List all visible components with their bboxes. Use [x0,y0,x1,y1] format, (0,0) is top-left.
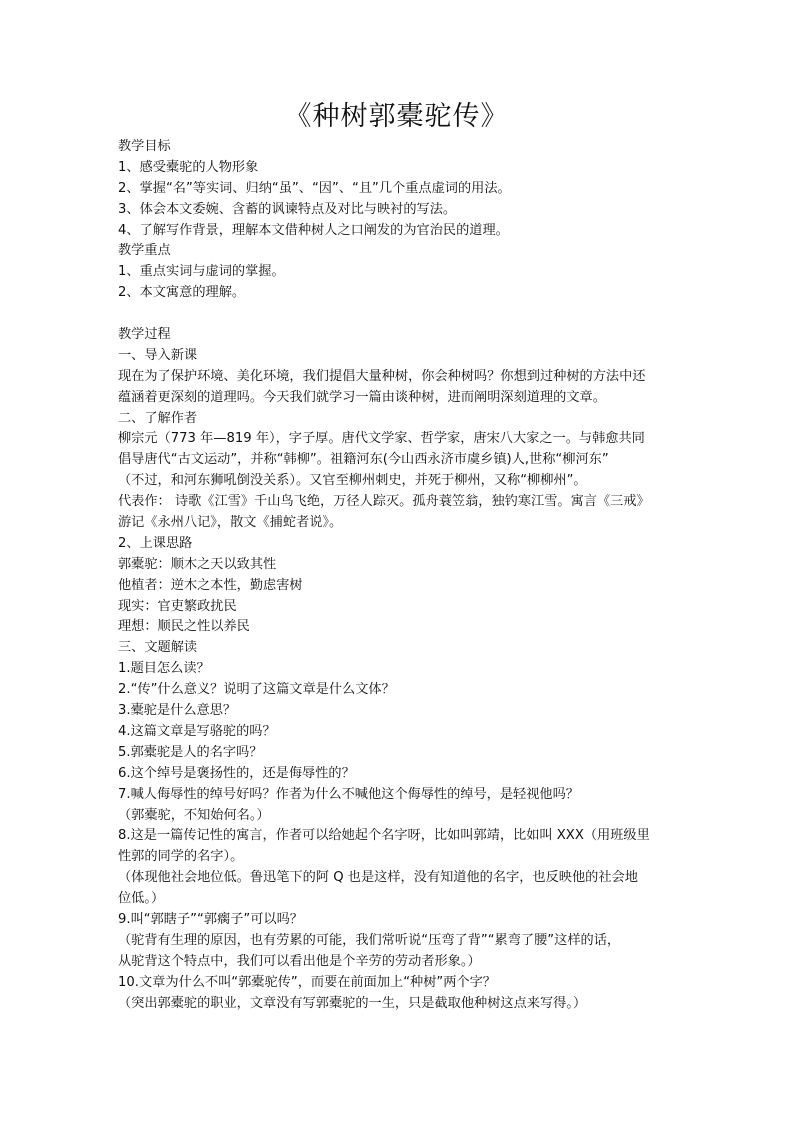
text-line: 理想：顺民之性以养民 [118,619,250,635]
text-line: 1、感受橐驼的人物形象 [118,159,259,175]
text-line: 6.这个绰号是褒扬性的，还是侮辱性的？ [118,765,355,781]
text-line: 7.喊人侮辱性的绰号好吗？作者为什么不喊他这个侮辱性的绰号，是轻视他吗？ [118,786,579,802]
text-line: 5.郭橐驼是人的名字吗？ [118,744,263,760]
text-line: 1.题目怎么读？ [118,661,210,677]
text-line: 1、重点实词与虚词的掌握。 [118,264,285,280]
text-line: 性郭的同学的名字）。 [118,849,244,865]
text-line: 他植者：逆木之本性，勤虑害树 [118,577,303,593]
text-line: 教学过程 [118,327,171,343]
text-line: 现在为了保护环境、美化环境，我们提倡大量种树，你会种树吗？你想到过种树的方法中还 [118,368,646,384]
text-line: 4.这篇文章是写骆驼的吗？ [118,723,276,739]
text-line: （突出郭橐驼的职业，文章没有写郭橐驼的一生，只是截取他种树这点来写得。） [118,995,587,1011]
text-line: 3.橐驼是什么意思？ [118,703,237,719]
blank-line [118,304,680,325]
text-line: 三、文题解读 [118,640,198,656]
text-line: 10.文章为什么不叫“郭橐驼传”，而要在前面加上“种树”两个字？ [118,974,496,990]
text-line: 2、掌握“名”等实词、归纳“虽”、“因”、“且”几个重点虚词的用法。 [118,180,511,196]
text-line: （郭橐驼，不知始何名。） [118,807,270,823]
text-line: 从驼背这个特点中，我们可以看出他是个辛劳的劳动者形象。） [118,953,481,969]
text-line: 3、体会本文委婉、含蓄的讽谏特点及对比与映衬的写法。 [118,201,457,217]
text-line: 游记《永州八记》，散文《捕蛇者说》。 [118,515,343,531]
text-line: （不过，和河东狮吼倒没关系）。又官至柳州刺史，并死于柳州，又称“柳柳州”。 [118,473,587,489]
document-body [118,137,680,1014]
text-line: （体现他社会地位低。鲁迅笔下的阿 Q 也是这样，没有知道他的名字，也反映他的社会地 [118,870,638,886]
text-line: 倡导唐代“古文运动”，并称“韩柳”。祖籍河东(今山西永济市虞乡镇)人,世称“柳河东” [118,452,609,468]
text-line: 郭橐驼：顺木之天以致其性 [118,556,277,572]
text-line: 代表作： 诗歌《江雪》千山鸟飞绝，万径人踪灭。孤舟蓑笠翁，独钓寒江雪。寓言《三戒》 [118,494,650,510]
text-line: 8.这是一篇传记性的寓言，作者可以给她起个名字呀，比如叫郭靖，比如叫 XXX（用班级里 [118,828,650,844]
text-line: 一、导入新课 [118,347,198,363]
text-line: 9.叫“郭瞎子”“郭瘸子”可以吗？ [118,911,303,927]
text-line: 4、了解写作背景，理解本文借种树人之口阐发的为官治民的道理。 [118,222,509,238]
text-line: 教学重点 [118,243,171,259]
text-line: 教学目标 [118,139,171,154]
text-line: 2.“传”什么意义？说明了这篇文章是什么文体？ [118,682,395,698]
text-line: 位低。） [118,891,165,907]
text-line: 2、本文寓意的理解。 [118,285,246,301]
document-title: 《种树郭橐驼传》 [284,101,509,132]
text-line: 蕴涵着更深刻的道理吗。今天我们就学习一篇由谈种树，进而阐明深刻道理的文章。 [118,389,606,405]
text-line: 2、上课思路 [118,535,193,551]
text-line: 二、了解作者 [118,410,198,426]
text-line: （驼背有生理的原因，也有劳累的可能，我们常听说“压弯了背”“累弯了腰”这样的话， [118,932,621,948]
text-line: 现实：官吏繁政扰民 [118,598,237,614]
text-line: 柳宗元（773 年—819 年），字子厚。唐代文学家、哲学家，唐宋八大家之一。与韩愈共同 [118,431,645,447]
